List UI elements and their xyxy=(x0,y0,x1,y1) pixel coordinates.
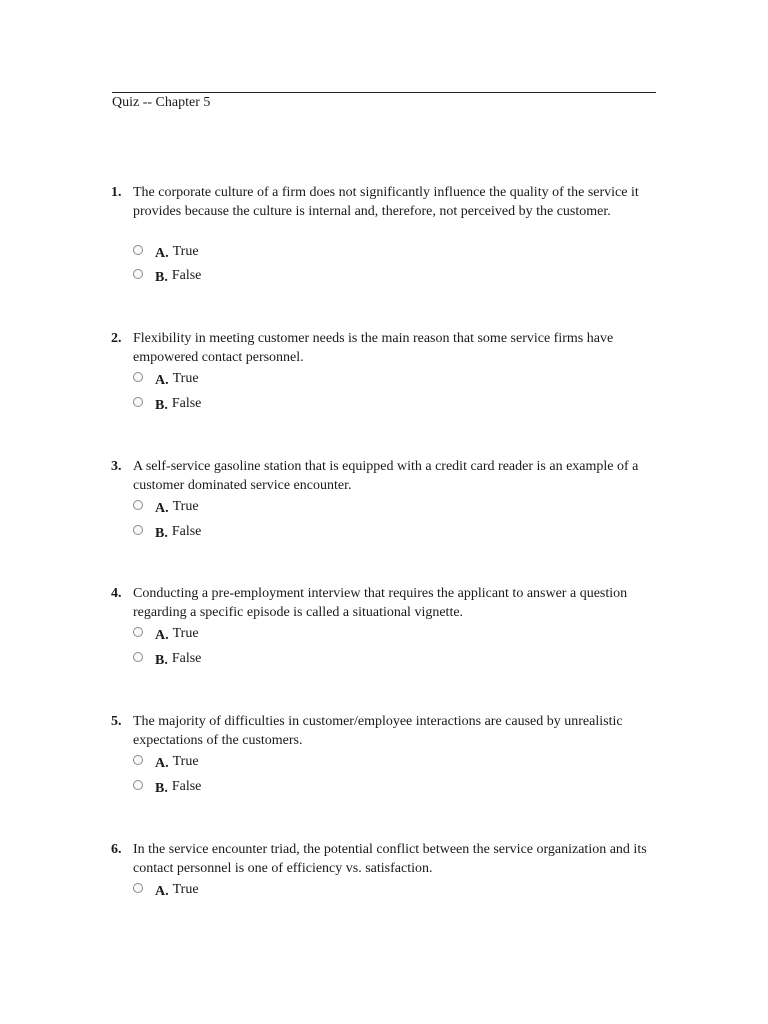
option-a[interactable] xyxy=(133,242,199,262)
option-a[interactable] xyxy=(133,880,199,900)
option-b[interactable] xyxy=(133,649,201,669)
option-b[interactable] xyxy=(133,394,201,414)
option-label: False xyxy=(171,779,202,794)
option-label: True xyxy=(172,754,199,769)
option-label: False xyxy=(171,651,202,666)
option-label: False xyxy=(171,396,202,411)
option-b[interactable] xyxy=(133,266,201,286)
option-a[interactable] xyxy=(133,497,199,517)
question-text: Conducting a pre-employment interview that requires the applicant to answer a question regarding a specific episode is called a situational vignette. xyxy=(133,586,628,620)
option-letter: A. xyxy=(155,756,169,771)
radio-button-icon[interactable] xyxy=(133,525,143,535)
question-text: The majority of difficulties in customer/employee interactions are caused by unrealistic expectations of the customers. xyxy=(133,714,623,748)
option-letter: A. xyxy=(155,501,169,516)
option-label: False xyxy=(171,524,202,539)
radio-button-icon[interactable] xyxy=(133,500,143,510)
question-text: In the service encounter triad, the potential conflict between the service organization and its contact personnel is one of efficiency vs. satisfaction. xyxy=(133,842,647,876)
question-text: Flexibility in meeting customer needs is the main reason that some service firms have empowered contact personnel. xyxy=(133,331,614,365)
question-number: 1. xyxy=(111,185,122,200)
option-letter: B. xyxy=(155,526,168,541)
option-label: True xyxy=(172,371,199,386)
radio-button-icon[interactable] xyxy=(133,245,143,255)
option-letter: B. xyxy=(155,398,168,413)
question-number: 3. xyxy=(111,459,122,474)
option-label: True xyxy=(172,499,199,514)
option-letter: A. xyxy=(155,628,169,643)
radio-button-icon[interactable] xyxy=(133,372,143,382)
question-number: 5. xyxy=(111,714,122,729)
option-letter: A. xyxy=(155,246,169,261)
page-title: Quiz -- Chapter 5 xyxy=(112,95,211,110)
option-label: True xyxy=(172,244,199,259)
option-letter: B. xyxy=(155,653,168,668)
question-number: 6. xyxy=(111,842,122,857)
radio-button-icon[interactable] xyxy=(133,652,143,662)
question-number: 2. xyxy=(111,331,122,346)
option-label: True xyxy=(172,882,199,897)
option-letter: B. xyxy=(155,781,168,796)
option-a[interactable] xyxy=(133,369,199,389)
question-text: A self-service gasoline station that is equipped with a credit card reader is an example of a customer dominated service encounter. xyxy=(133,459,639,493)
radio-button-icon[interactable] xyxy=(133,780,143,790)
radio-button-icon[interactable] xyxy=(133,755,143,765)
option-a[interactable] xyxy=(133,624,199,644)
radio-button-icon[interactable] xyxy=(133,627,143,637)
radio-button-icon[interactable] xyxy=(133,269,143,279)
radio-button-icon[interactable] xyxy=(133,397,143,407)
option-b[interactable] xyxy=(133,777,201,797)
option-letter: B. xyxy=(155,270,168,285)
question-number: 4. xyxy=(111,586,122,601)
radio-button-icon[interactable] xyxy=(133,883,143,893)
header-rule xyxy=(112,92,656,93)
option-a[interactable] xyxy=(133,752,199,772)
option-letter: A. xyxy=(155,884,169,899)
option-b[interactable] xyxy=(133,522,201,542)
option-letter: A. xyxy=(155,373,169,388)
question-text: The corporate culture of a firm does not significantly influence the quality of the service it provides because the culture is internal and, therefore, not perceived by the customer. xyxy=(133,185,639,219)
option-label: True xyxy=(172,626,199,641)
option-label: False xyxy=(171,268,202,283)
